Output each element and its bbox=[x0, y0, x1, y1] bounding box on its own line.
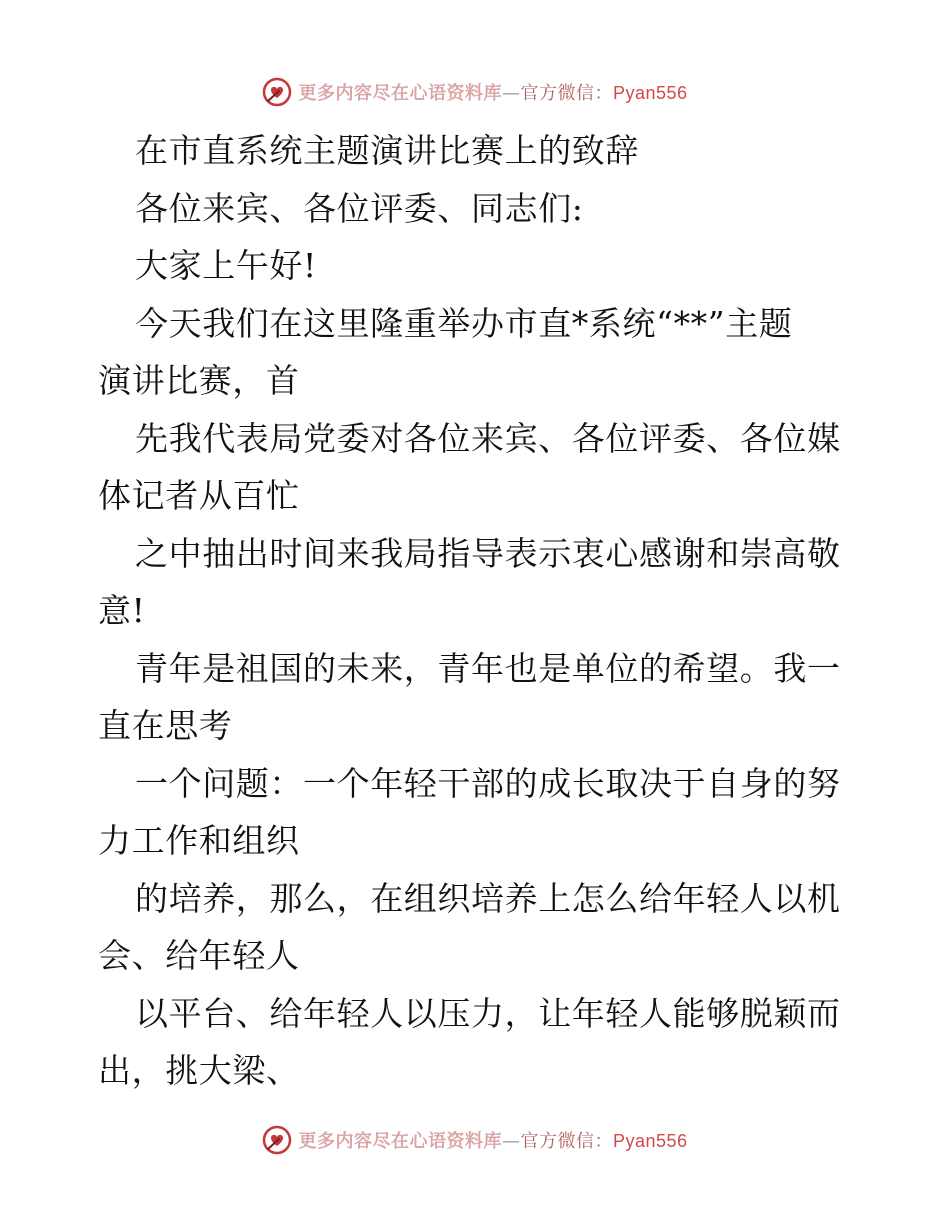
paragraph-line: 力工作和组织 bbox=[98, 821, 300, 860]
header-watermark-banner bbox=[0, 72, 950, 112]
heart-pen-logo-icon bbox=[262, 77, 292, 107]
paragraph-line: 之中抽出时间来我局指导表示衷心感谢和崇高敬 bbox=[135, 533, 841, 573]
footer-banner-text bbox=[298, 1127, 687, 1153]
paragraph-line: 会、给年轻人 bbox=[98, 936, 300, 975]
salutation-line: 各位来宾、各位评委、同志们: bbox=[135, 188, 584, 228]
footer-banner-content bbox=[262, 1125, 687, 1155]
paragraph-line: 意! bbox=[98, 591, 146, 630]
paragraph-line: 直在思考 bbox=[98, 706, 233, 745]
header-banner-side: 官方微信： bbox=[520, 83, 613, 104]
paragraph-line: 青年是祖国的未来，青年也是单位的希望。我一 bbox=[135, 648, 841, 688]
paragraph-line: 以平台、给年轻人以压力，让年轻人能够脱颖而 bbox=[135, 993, 841, 1033]
heart-pen-logo-icon bbox=[262, 1125, 292, 1155]
header-banner-wechat: Pyan556 bbox=[612, 83, 688, 103]
footer-banner-main: 更多内容尽在心语资料库 bbox=[298, 1131, 502, 1152]
paragraph-line: 的培养，那么，在组织培养上怎么给年轻人以机 bbox=[135, 878, 841, 918]
paragraph-line: 演讲比赛，首 bbox=[98, 361, 300, 400]
paragraph-line: 一个问题：一个年轻干部的成长取决于自身的努 bbox=[135, 763, 841, 803]
document-body bbox=[98, 122, 856, 1100]
paragraph-line: 今天我们在这里隆重举办市直*系统“**”主题 bbox=[135, 303, 793, 343]
header-banner-dash: — bbox=[501, 83, 521, 104]
paragraph-line: 先我代表局党委对各位来宾、各位评委、各位媒 bbox=[135, 418, 841, 458]
paragraph-line: 出，挑大梁、 bbox=[98, 1051, 300, 1090]
header-banner-content bbox=[262, 77, 687, 107]
footer-banner-side: 官方微信： bbox=[520, 1131, 613, 1152]
footer-watermark-banner bbox=[0, 1120, 950, 1160]
document-title: 在市直系统主题演讲比赛上的致辞 bbox=[135, 131, 639, 170]
greeting-line: 大家上午好! bbox=[135, 246, 317, 285]
header-banner-text bbox=[298, 79, 687, 105]
header-banner-main: 更多内容尽在心语资料库 bbox=[298, 83, 502, 104]
footer-banner-wechat: Pyan556 bbox=[612, 1131, 688, 1151]
paragraph-line: 体记者从百忙 bbox=[98, 476, 300, 515]
footer-banner-dash: — bbox=[501, 1131, 521, 1152]
